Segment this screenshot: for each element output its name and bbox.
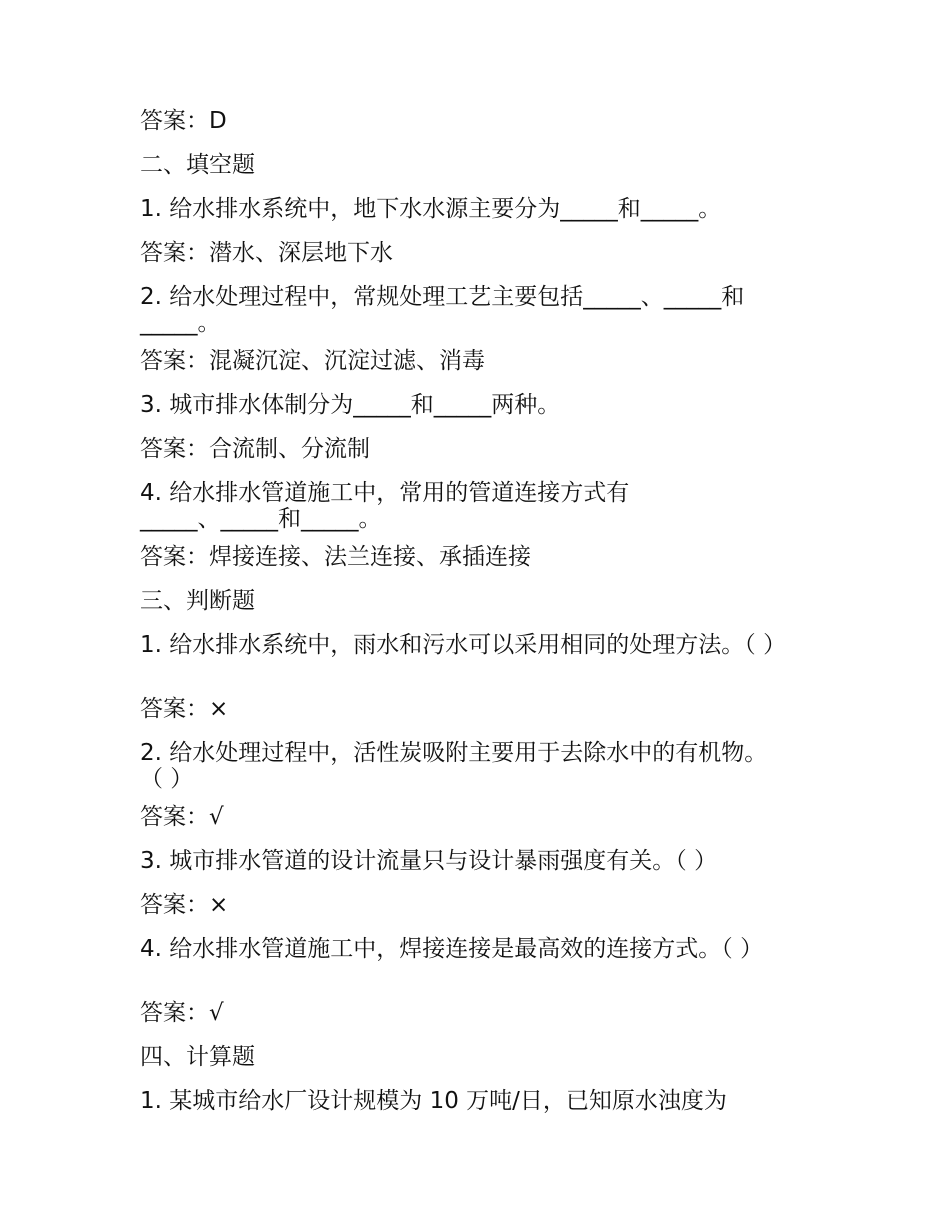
section-heading-true-false: 三、判断题	[140, 588, 255, 614]
question-line: 3. 城市排水体制分为_____和_____两种。	[140, 392, 561, 418]
question-line: 3. 城市排水管道的设计流量只与设计暴雨强度有关。（ ）	[140, 848, 718, 874]
answer-line: 答案：√	[140, 1000, 224, 1026]
answer-line: 答案：焊接连接、法兰连接、承插连接	[140, 544, 531, 570]
answer-line: 答案：合流制、分流制	[140, 436, 370, 462]
question-line: 4. 给水排水管道施工中，焊接连接是最高效的连接方式。（ ）	[140, 936, 764, 962]
answer-line: 答案：D	[140, 108, 227, 134]
answer-line: 答案：混凝沉淀、沉淀过滤、消毒	[140, 348, 485, 374]
question-line: 1. 某城市给水厂设计规模为 10 万吨/日，已知原水浊度为	[140, 1088, 727, 1114]
answer-line: 答案：√	[140, 804, 224, 830]
question-line: 2. 给水处理过程中，活性炭吸附主要用于去除水中的有机物。（ ）	[140, 740, 768, 792]
section-heading-calculation: 四、计算题	[140, 1044, 255, 1070]
answer-line: 答案：×	[140, 892, 229, 918]
question-line: 1. 给水排水系统中，雨水和污水可以采用相同的处理方法。（ ）	[140, 632, 787, 658]
section-heading-fill-in: 二、填空题	[140, 152, 255, 178]
answer-line: 答案：×	[140, 696, 229, 722]
question-line: 1. 给水排水系统中，地下水水源主要分为_____和_____。	[140, 196, 722, 222]
answer-line: 答案：潜水、深层地下水	[140, 240, 393, 266]
question-line: 4. 给水排水管道施工中，常用的管道连接方式有_____、_____和_____。	[140, 480, 630, 532]
question-line: 2. 给水处理过程中，常规处理工艺主要包括_____、_____和_____。	[140, 284, 745, 336]
